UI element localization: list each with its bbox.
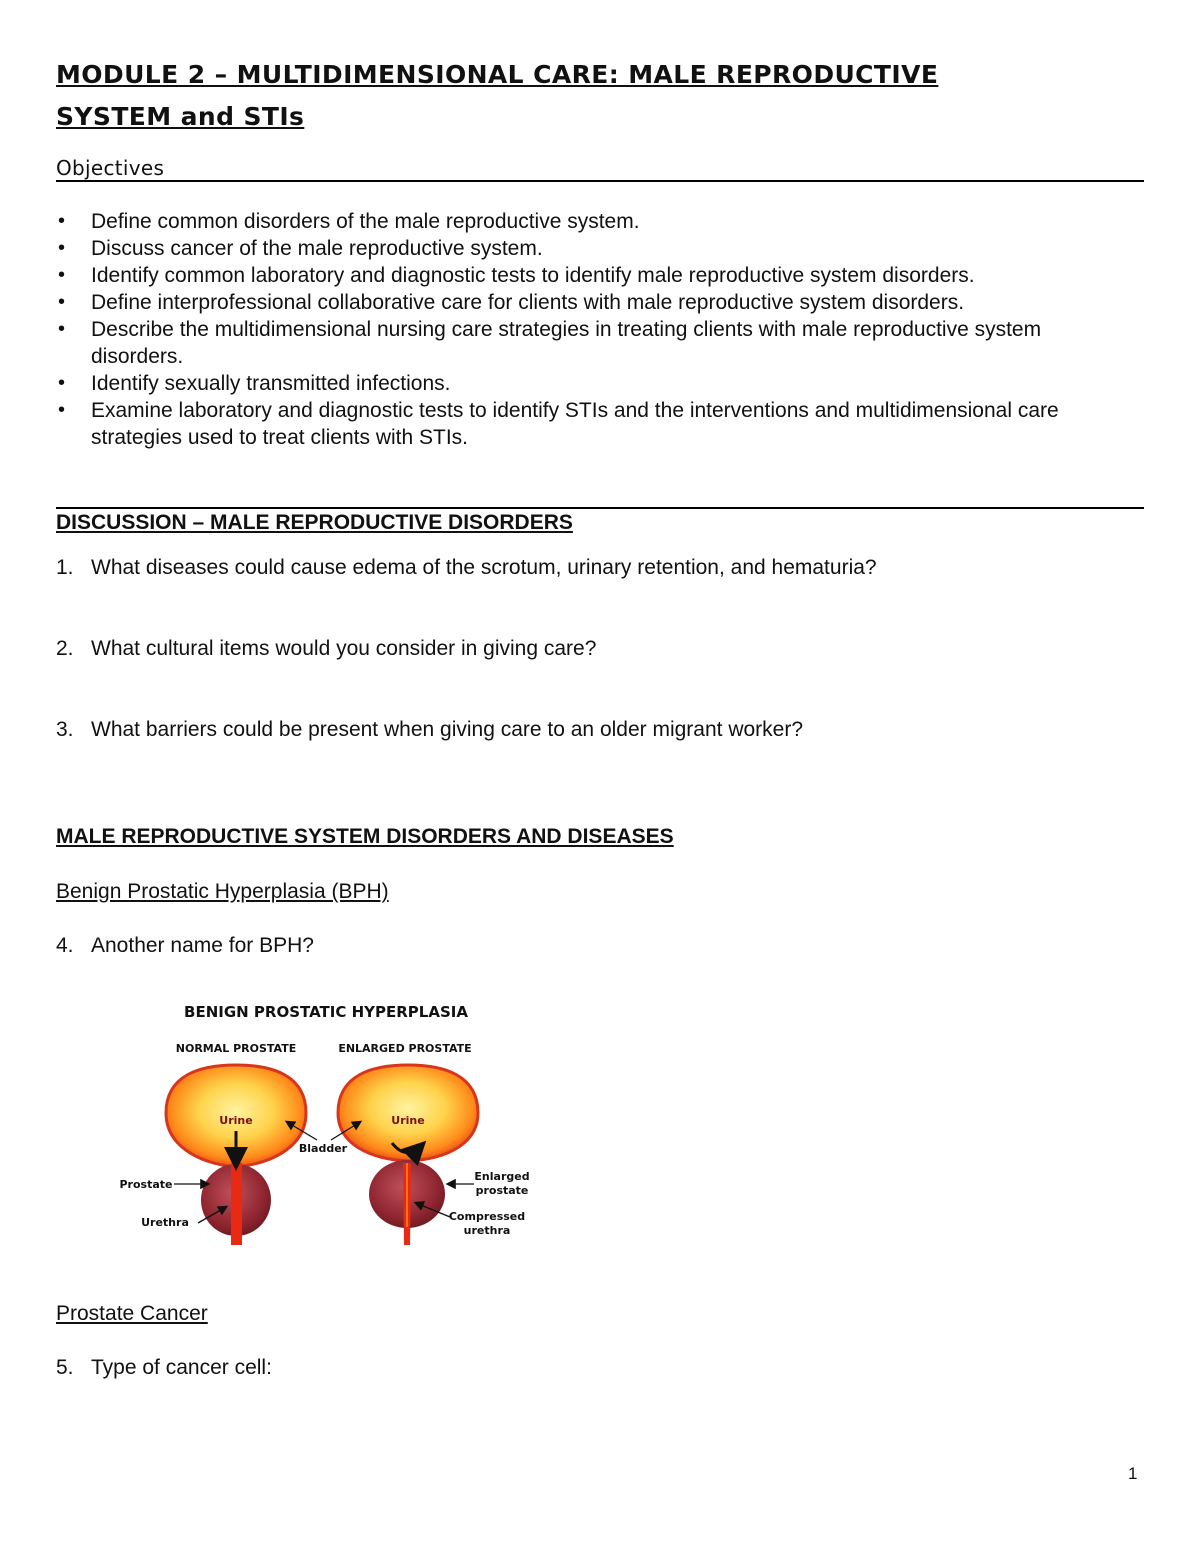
enlarged-prostate-callout-line-1: Enlarged xyxy=(474,1170,530,1183)
objectives-list xyxy=(56,208,1146,451)
prostate-label: Prostate xyxy=(119,1178,173,1191)
bladder-label: Bladder xyxy=(298,1142,348,1155)
bph-subheading: Benign Prostatic Hyperplasia (BPH) xyxy=(56,880,389,903)
discussion-question-2 xyxy=(56,637,596,661)
question-text: Type of cancer cell: xyxy=(91,1356,272,1379)
discussion-heading: DISCUSSION – MALE REPRODUCTIVE DISORDERS xyxy=(56,511,573,534)
question-number: 5. xyxy=(56,1356,74,1379)
discussion-question-3 xyxy=(56,718,803,742)
question-text: What barriers could be present when giving care to an older migrant worker? xyxy=(91,718,804,741)
compressed-urethra-callout-line-1: Compressed xyxy=(448,1210,526,1223)
bph-diagram xyxy=(110,995,540,1255)
objective-item: • Discuss cancer of the male reproductive system. xyxy=(56,235,1146,262)
objective-item: • Define interprofessional collaborative care for clients with male reproductive system disorders. xyxy=(56,289,1146,316)
enlarged-prostate-heading: ENLARGED PROSTATE xyxy=(338,1042,472,1055)
objectives-heading: Objectives xyxy=(56,156,1144,182)
figure-title: BENIGN PROSTATIC HYPERPLASIA xyxy=(184,1003,468,1021)
objective-item: • Describe the multidimensional nursing care strategies in treating clients with male reproductive system disorders. xyxy=(56,316,1146,370)
discussion-question-1 xyxy=(56,556,877,580)
objective-item: • Identify sexually transmitted infections. xyxy=(56,370,1146,397)
question-text: Another name for BPH? xyxy=(91,934,314,957)
objective-item: • Define common disorders of the male reproductive system. xyxy=(56,208,1146,235)
question-number: 4. xyxy=(56,934,74,957)
question-number: 2. xyxy=(56,637,74,660)
enlarged-prostate-callout-line-2: prostate xyxy=(475,1184,529,1197)
urine-label-normal: Urine xyxy=(219,1114,253,1127)
question-text: What cultural items would you consider in giving care? xyxy=(91,637,597,660)
bph-question xyxy=(56,934,314,958)
urine-label-enlarged: Urine xyxy=(391,1114,425,1127)
document-title-line-2: SYSTEM and STIs xyxy=(56,102,305,131)
prostate-cancer-subheading: Prostate Cancer xyxy=(56,1302,208,1325)
objective-item: • Identify common laboratory and diagnostic tests to identify male reproductive system disorders. xyxy=(56,262,1146,289)
document-title-line-1: MODULE 2 – MULTIDIMENSIONAL CARE: MALE REPRODUCTIVE xyxy=(56,60,939,89)
compressed-urethra-callout-line-2: urethra xyxy=(463,1224,511,1237)
disorders-heading: MALE REPRODUCTIVE SYSTEM DISORDERS AND DISEASES xyxy=(56,825,674,848)
page-number: 1 xyxy=(1128,1464,1138,1483)
urethra-label: Urethra xyxy=(141,1216,189,1229)
objective-item: • Examine laboratory and diagnostic tests to identify STIs and the interventions and multidimensional care strategies used to treat clients with STIs. xyxy=(56,397,1146,451)
question-number: 3. xyxy=(56,718,74,741)
normal-prostate-label: NORMAL PROSTATE xyxy=(175,1042,297,1055)
section-divider xyxy=(56,507,1144,509)
prostate-cancer-question xyxy=(56,1356,272,1380)
question-number: 1. xyxy=(56,556,74,579)
question-text: What diseases could cause edema of the scrotum, urinary retention, and hematuria? xyxy=(91,556,877,579)
